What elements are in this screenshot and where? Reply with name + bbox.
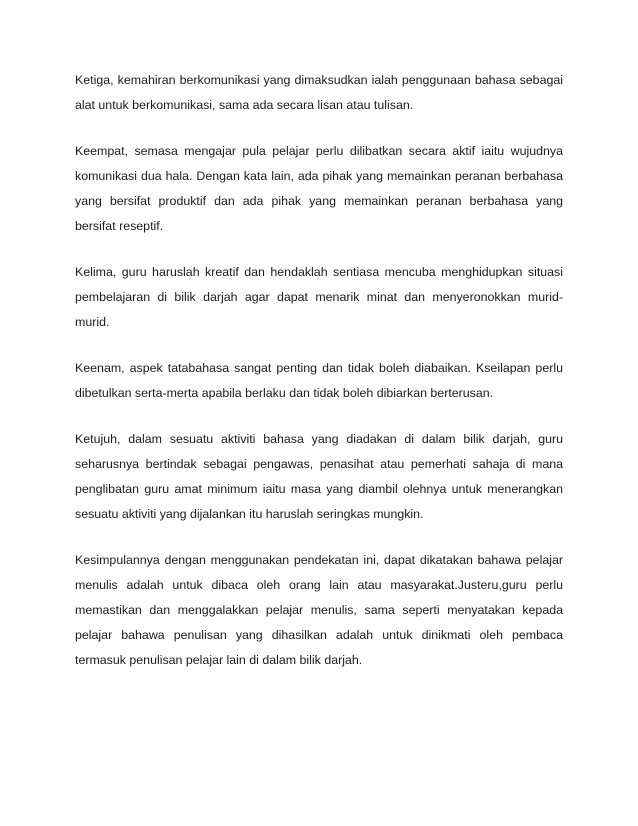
text-line: Ketujuh, dalam sesuatu aktiviti bahasa yang diadakan di dalam bilik darjah, guru <box>75 432 563 446</box>
text-line: sesuatu aktiviti yang dijalankan itu haruslah seringkas mungkin. <box>75 507 424 521</box>
text-line: alat untuk berkomunikasi, sama ada secara lisan atau tulisan. <box>75 98 414 112</box>
text-line: Kesimpulannya dengan menggunakan pendekatan ini, dapat dikatakan bahawa pelajar <box>75 553 563 567</box>
text-line: Kelima, guru haruslah kreatif dan hendaklah sentiasa mencuba menghidupkan situasi <box>75 265 563 279</box>
text-line: pelajar bahawa penulisan yang dihasilkan adalah untuk dinikmati oleh pembaca <box>75 628 563 642</box>
paragraph-ketujuh <box>75 427 563 527</box>
text-line: Keempat, semasa mengajar pula pelajar perlu dilibatkan secara aktif iaitu wujudnya <box>75 144 563 158</box>
text-line: Ketiga, kemahiran berkomunikasi yang dimaksudkan ialah penggunaan bahasa sebagai <box>75 73 563 87</box>
paragraph-keempat <box>75 139 563 239</box>
document-page <box>75 68 563 694</box>
text-line: pembelajaran di bilik darjah agar dapat menarik minat dan menyeronokkan murid- <box>75 290 563 304</box>
text-line: dibetulkan serta-merta apabila berlaku dan tidak boleh dibiarkan berterusan. <box>75 386 494 400</box>
text-line: memastikan dan menggalakkan pelajar menulis, sama seperti menyatakan kepada <box>75 603 563 617</box>
paragraph-keenam <box>75 356 563 406</box>
text-line: Keenam, aspek tatabahasa sangat penting dan tidak boleh diabaikan. Kseilapan perlu <box>75 361 563 375</box>
text-line: yang bersifat produktif dan ada pihak yang memainkan peranan berbahasa yang <box>75 194 563 208</box>
text-line: seharusnya bertindak sebagai pengawas, penasihat atau pemerhati sahaja di mana <box>75 457 563 471</box>
text-line: menulis adalah untuk dibaca oleh orang lain atau masyarakat.Justeru,guru perlu <box>75 578 563 592</box>
text-line: termasuk penulisan pelajar lain di dalam bilik darjah. <box>75 653 363 667</box>
paragraph-kelima <box>75 260 563 335</box>
paragraph-kesimpulan <box>75 548 563 673</box>
text-line: penglibatan guru amat minimum iaitu masa yang diambil olehnya untuk menerangkan <box>75 482 563 496</box>
text-line: bersifat reseptif. <box>75 219 164 233</box>
text-line: murid. <box>75 315 110 329</box>
text-line: komunikasi dua hala. Dengan kata lain, ada pihak yang memainkan peranan berbahasa <box>75 169 563 183</box>
paragraph-ketiga <box>75 68 563 118</box>
